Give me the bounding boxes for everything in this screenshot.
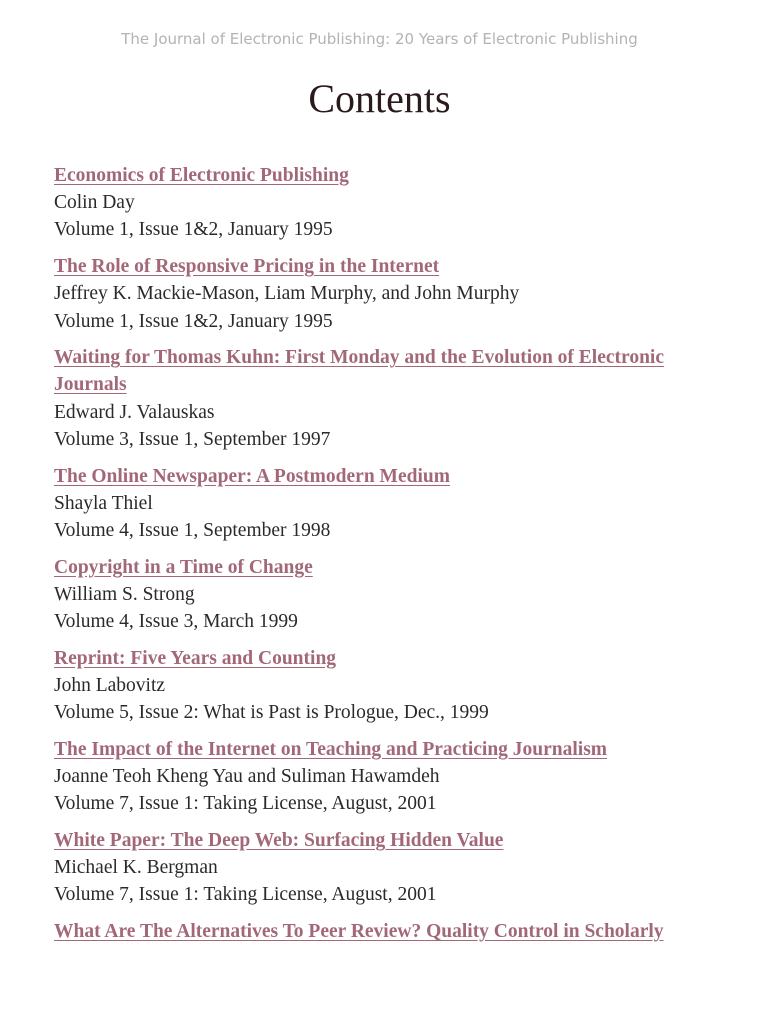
toc-entry <box>54 554 704 636</box>
article-issue: Volume 7, Issue 1: Taking License, August, 2001 <box>54 884 437 906</box>
running-header: The Journal of Electronic Publishing: 20 Years of Electronic Publishing <box>121 30 638 48</box>
article-link[interactable]: The Impact of the Internet on Teaching and Practicing Journalism <box>54 738 608 760</box>
article-issue: Volume 4, Issue 3, March 1999 <box>54 611 298 633</box>
article-issue: Volume 1, Issue 1&2, January 1995 <box>54 310 333 332</box>
table-of-contents <box>54 162 704 955</box>
article-link[interactable]: The Role of Responsive Pricing in the Internet <box>54 256 440 278</box>
article-author: Edward J. Valauskas <box>54 401 215 423</box>
article-author: William S. Strong <box>54 583 195 605</box>
article-link[interactable]: Reprint: Five Years and Counting <box>54 647 337 669</box>
article-link[interactable]: What Are The Alternatives To Peer Review? Quality Control in Scholarly <box>54 921 664 943</box>
toc-entry <box>54 344 704 453</box>
article-issue: Volume 5, Issue 2: What is Past is Prologue, Dec., 1999 <box>54 702 489 724</box>
article-link[interactable]: Copyright in a Time of Change <box>54 556 313 578</box>
toc-entry <box>54 645 704 727</box>
article-author: Shayla Thiel <box>54 492 153 514</box>
toc-entry <box>54 162 704 244</box>
toc-entry <box>54 918 704 945</box>
article-author: Jeffrey K. Mackie-Mason, Liam Murphy, and John Murphy <box>54 283 520 305</box>
toc-entry <box>54 736 704 818</box>
article-author: John Labovitz <box>54 674 166 696</box>
article-issue: Volume 1, Issue 1&2, January 1995 <box>54 219 333 241</box>
article-link[interactable]: The Online Newspaper: A Postmodern Medium <box>54 465 450 487</box>
article-link[interactable]: Economics of Electronic Publishing <box>54 165 349 186</box>
article-issue: Volume 4, Issue 1, September 1998 <box>54 519 331 541</box>
toc-entry <box>54 253 704 335</box>
article-link[interactable]: White Paper: The Deep Web: Surfacing Hidden Value <box>54 829 504 851</box>
toc-entry <box>54 827 704 909</box>
page-title: Contents <box>308 76 451 121</box>
toc-entry <box>54 463 704 545</box>
article-author: Joanne Teoh Kheng Yau and Suliman Hawamdeh <box>54 766 440 788</box>
article-author: Michael K. Bergman <box>54 857 218 879</box>
article-link[interactable]: Waiting for Thomas Kuhn: First Monday and the Evolution of Electronic Journals <box>54 347 664 396</box>
article-author: Colin Day <box>54 192 135 214</box>
article-issue: Volume 3, Issue 1, September 1997 <box>54 428 331 450</box>
article-issue: Volume 7, Issue 1: Taking License, August, 2001 <box>54 793 437 815</box>
